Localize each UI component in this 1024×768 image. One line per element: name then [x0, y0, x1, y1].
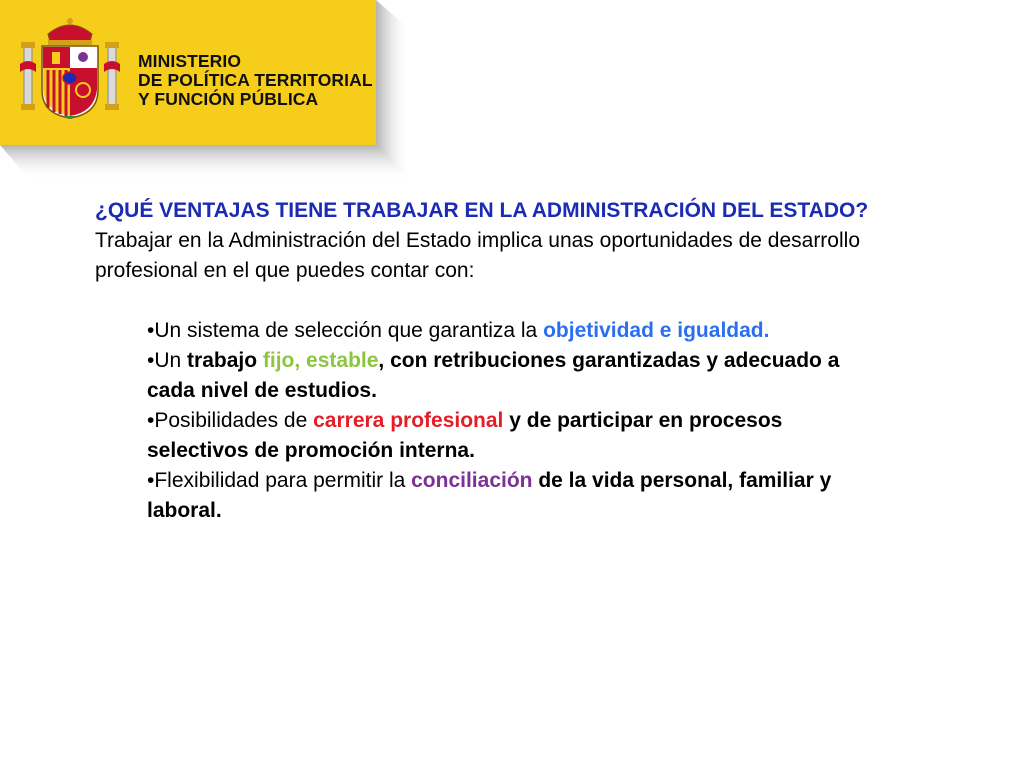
bullet-text: •Un	[147, 349, 188, 372]
bullet-text: •Flexibilidad para permitir la	[147, 469, 412, 492]
highlight-carrera: carrera profesional	[313, 409, 504, 432]
slide-heading: ¿QUÉ VENTAJAS TIENE TRABAJAR EN LA ADMINISTRACIÓN DEL ESTADO?	[95, 199, 869, 222]
list-item	[147, 316, 867, 346]
list-item	[147, 346, 867, 406]
bullet-text: •Posibilidades de	[147, 409, 314, 432]
list-item	[147, 406, 867, 466]
ministry-line-2: DE POLÍTICA TERRITORIAL	[138, 70, 373, 90]
bold-text: , con retribuciones garantizadas y adecuado a cada nivel de estudios.	[147, 349, 840, 402]
coat-of-arms-icon	[18, 12, 122, 124]
ministry-line-1: MINISTERIO	[138, 51, 242, 71]
bold-text: trabajo	[187, 349, 263, 372]
bold-text: de la vida personal, familiar y laboral.	[147, 469, 832, 522]
ministry-line-3: Y FUNCIÓN PÚBLICA	[138, 89, 319, 109]
ministry-header	[0, 0, 376, 145]
slide-content	[95, 196, 895, 526]
list-item	[147, 466, 867, 526]
intro-paragraph: Trabajar en la Administración del Estado implica unas oportunidades de desarrollo profesional en el que puedes contar con:	[95, 229, 860, 282]
ministry-name	[138, 52, 373, 109]
advantages-list	[95, 316, 867, 526]
bold-text: y de participar en procesos selectivos de promoción interna.	[147, 409, 783, 462]
bullet-text: •Un sistema de selección que garantiza la	[147, 319, 544, 342]
highlight-conciliacion: conciliación	[411, 469, 533, 492]
highlight-fijo-estable: fijo, estable	[262, 349, 379, 372]
highlight-objetividad: objetividad e igualdad.	[543, 319, 770, 342]
